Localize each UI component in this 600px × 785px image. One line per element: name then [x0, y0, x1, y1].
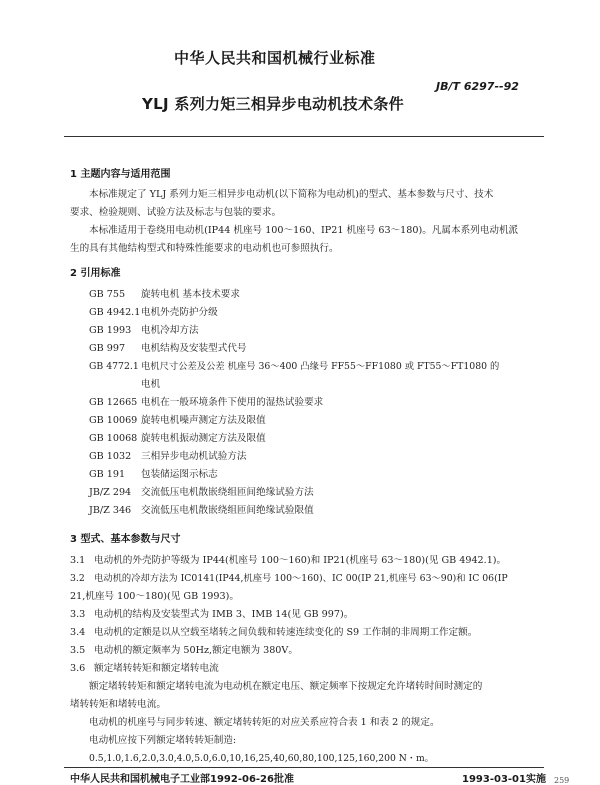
clause-3-5 — [70, 642, 298, 659]
clause-3-6 — [70, 660, 219, 677]
reference-item — [89, 340, 247, 357]
clause-number: 3.2 — [70, 573, 85, 584]
reference-title: 电机结构及安装型式代号 — [141, 343, 247, 354]
reference-code: GB 1993 — [89, 325, 132, 336]
reference-title: 电机冷却方法 — [141, 325, 199, 336]
reference-item — [89, 430, 266, 447]
rated-torque-values: 0.5,1.0,1.6,2.0,3.0,4.0,5.0,6.0,10,16,25,40,60,80,100,125,160,200 N・m。 — [89, 753, 434, 764]
clause-number: 3.1 — [70, 555, 86, 566]
section-2-heading: 2 引用标准 — [70, 268, 121, 279]
reference-title: 电机外壳防护分级 — [141, 307, 218, 318]
section-1-heading: 1 主题内容与适用范围 — [70, 169, 171, 180]
reference-code: GB 12665 — [89, 397, 138, 408]
reference-item — [89, 286, 240, 303]
clause-text: 额定堵转转矩和额定堵转电流 — [94, 663, 219, 674]
reference-title: 电机在一般环境条件下使用的湿热试验要求 — [141, 397, 324, 408]
reference-item — [89, 502, 314, 519]
clause-text: 电动机的结构及安装型式为 IMB 3、IMB 14(见 GB 997)。 — [94, 609, 354, 620]
clause-3-3 — [70, 606, 353, 623]
clause-number: 3.4 — [70, 627, 86, 638]
reference-title: 旋转电机 基本技术要求 — [141, 289, 240, 300]
reference-code: GB 10068 — [89, 433, 138, 444]
standard-code: JB/T 6297--92 — [436, 80, 519, 93]
clause-3-1 — [70, 552, 506, 569]
reference-item — [89, 448, 247, 465]
approval-line: 中华人民共和国机械电子工业部1992-06-26批准 — [70, 774, 294, 785]
reference-title: 交流低压电机散嵌绕组匝间绝缘试验方法 — [141, 487, 314, 498]
document-title: YLJ 系列力矩三相异步电动机技术条件 — [142, 95, 404, 113]
reference-item — [89, 394, 323, 411]
reference-code: GB 4772.1 — [89, 361, 139, 372]
reference-item — [89, 322, 199, 339]
reference-title: 旋转电机振动测定方法及限值 — [141, 433, 266, 444]
org-title: 中华人民共和国机械行业标准 — [174, 49, 376, 67]
reference-item — [89, 358, 499, 375]
reference-title: 电机 — [141, 379, 161, 390]
section-1-para-1-line-1: 本标准规定了 YLJ 系列力矩三相异步电动机(以下简称为电动机)的型式、基本参数与尺寸、技术 — [89, 189, 494, 200]
reference-title: 交流低压电机散嵌绕组匝间绝缘试验限值 — [141, 505, 314, 516]
clause-3-6-para-1-continued: 堵转转矩和堵转电流。 — [70, 699, 166, 710]
clause-3-6-para-3: 电动机应按下列额定堵转转矩制造: — [89, 735, 237, 746]
clause-3-6-para-1: 额定堵转转矩和额定堵转电流为电动机在额定电压、额定频率下按规定允许堵转时间时测定的 — [89, 681, 483, 692]
reference-code: JB/Z 346 — [89, 505, 132, 516]
effective-date: 1993-03-01实施 — [462, 774, 546, 785]
reference-item — [89, 412, 266, 429]
reference-code: GB 997 — [89, 343, 126, 354]
reference-item — [89, 376, 160, 393]
page-number: 259 — [554, 776, 570, 785]
reference-code: GB 10069 — [89, 415, 138, 426]
reference-code: GB 191 — [89, 469, 126, 480]
footer-rule — [64, 767, 544, 768]
reference-code: JB/Z 294 — [89, 487, 132, 498]
clause-text: 电动机的额定频率为 50Hz,额定电额为 380V。 — [94, 645, 298, 656]
section-1-para-1-line-2: 要求、检验规则、试验方法及标志与包装的要求。 — [70, 207, 282, 218]
reference-item — [89, 304, 218, 321]
reference-item — [89, 484, 314, 501]
clause-number: 3.3 — [70, 609, 86, 620]
section-3-heading: 3 型式、基本参数与尺寸 — [70, 534, 181, 545]
reference-code: GB 755 — [89, 289, 126, 300]
reference-code: GB 4942.1 — [89, 307, 141, 318]
clause-3-2 — [70, 570, 508, 587]
clause-number: 3.6 — [70, 663, 86, 674]
reference-title: 旋转电机噪声测定方法及限值 — [141, 415, 266, 426]
clause-3-4 — [70, 624, 477, 641]
clause-text: 电动机的定额是以从空载至堵转之间负载和转速连续变化的 S9 工作制的非周期工作定额。 — [94, 627, 478, 638]
clause-number: 3.5 — [70, 645, 86, 656]
clause-text: 电动机的外壳防护等级为 IP44(机座号 100～160)和 IP21(机座号 63～180)(见 GB 4942.1)。 — [94, 555, 507, 566]
clause-text: 电动机的冷却方法为 IC0141(IP44,机座号 100～160)、IC 00(IP 21,机座号 63～90)和 IC 06(IP — [94, 573, 508, 584]
reference-code: GB 1032 — [89, 451, 132, 462]
section-1-para-2-line-1: 本标准适用于卷绕用电动机(IP44 机座号 100～160、IP21 机座号 63～180)。凡属本系列电动机派 — [89, 225, 519, 236]
section-1-para-2-line-2: 生的具有其他结构型式和特殊性能要求的电动机也可参照执行。 — [70, 243, 339, 254]
clause-3-6-para-2: 电动机的机座号与同步转速、额定堵转转矩的对应关系应符合表 1 和表 2 的规定。 — [89, 717, 440, 728]
clause-3-2-continued: 21,机座号 100～180)(见 GB 1993)。 — [70, 591, 239, 602]
header-rule — [64, 136, 544, 137]
reference-title: 包装储运图示标志 — [141, 469, 218, 480]
reference-item — [89, 466, 218, 483]
reference-title: 电机尺寸公差及公差 机座号 36～400 凸缘号 FF55～FF1080 或 FT55～FT1080 的 — [141, 361, 500, 372]
reference-title: 三相异步电动机试验方法 — [141, 451, 247, 462]
